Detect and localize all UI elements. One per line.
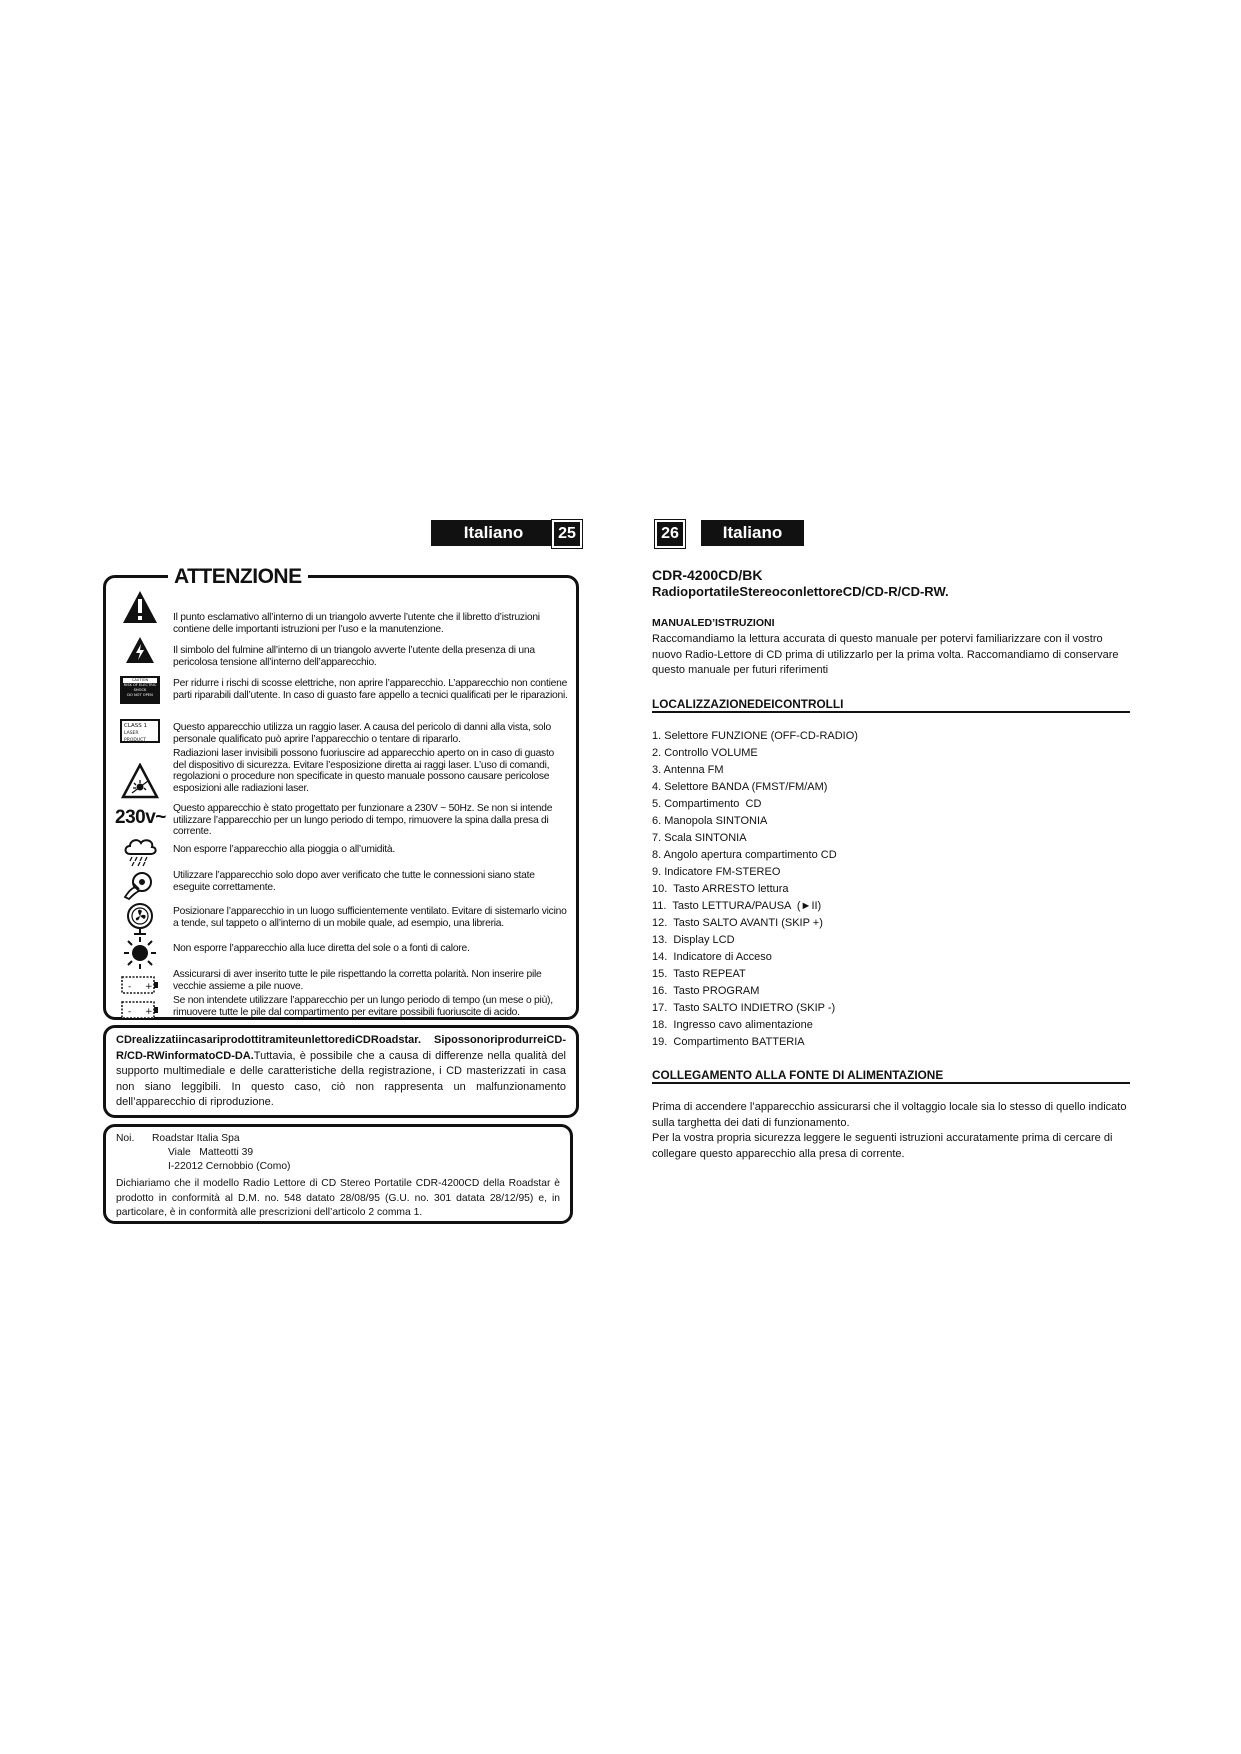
ventilation-fan-icon xyxy=(117,901,163,937)
warning-text: Radiazioni laser invisibili possono fuoriuscire ad apparecchio aperto on in caso di guasto del dispositivo di sicurezza. Evitare l’esposizione diretta ai raggi laser. L’uso di comandi, regolazioni o procedure non specificate in questo manuale possono causare pericolose esposizioni alle radiazioni laser. xyxy=(173,748,555,794)
plug-connection-icon xyxy=(117,865,163,901)
list-item: 18. Ingresso cavo alimentazione xyxy=(652,1019,813,1031)
list-item: 17. Tasto SALTO INDIETRO (SKIP -) xyxy=(652,1002,836,1014)
warning-item xyxy=(103,670,579,712)
list-item: 2. Controllo VOLUME xyxy=(652,747,758,759)
cd-info-bold: CDrealizzatiincasariprodottitramiteunlettorediCDRoadstar. SipossonoriprodurreiCD-R/CD-RWinformatoCD-DA. xyxy=(116,1034,566,1062)
warning-text: Il simbolo del fulmine all’interno di un triangolo avverte l’utente della presenza di una pericolosa tensione all’interno dell’apparecchio. xyxy=(173,645,535,668)
warning-text: Se non intendete utilizzare l’apparecchio per un lungo periodo di tempo (un mese o più), rimuovere tutte le pile dal compartimento per evitare possibili fuoriuscite di acido. xyxy=(173,995,553,1018)
list-item: 4. Selettore BANDA (FMST/FM/AM) xyxy=(652,781,828,793)
declaration-street: Viale Matteotti 39 xyxy=(168,1147,254,1158)
cd-info-box xyxy=(103,1025,579,1118)
manual-heading: MANUALED’ISTRUZIONI xyxy=(652,617,775,629)
list-item: 15. Tasto REPEAT xyxy=(652,968,746,980)
warning-item xyxy=(103,712,579,746)
declaration-label: Noi. xyxy=(116,1133,135,1144)
declaration-text: Dichiariamo che il modello Radio Lettore di CD Stereo Portatile CDR-4200CD della Roadstar è prodotto in conformità al D.M. no. 548 datato 28/08/95 (G.U. no. 301 datata 28/12/95) e, in particolare, è in conformità alle prescrizioni dell’articolo 2 comma 1. xyxy=(116,1178,560,1218)
warning-item xyxy=(103,835,579,865)
power-text-block xyxy=(652,1100,1130,1162)
list-item: 8. Angolo apertura compartimento CD xyxy=(652,849,837,861)
declaration-company: Roadstar Italia Spa xyxy=(152,1133,240,1144)
voltage-label-text: 230v~ xyxy=(115,807,166,828)
power-text-2: Per la vostra propria sicurezza leggere le seguenti istruzioni accuratamente prima di cercare di collegare questo apparecchio alla presa di corrente. xyxy=(652,1132,1113,1160)
warning-item xyxy=(103,865,579,901)
laser-label-line: LASER PRODUCT xyxy=(124,731,147,743)
list-item: 7. Scala SINTONIA xyxy=(652,832,747,844)
warning-title: ATTENZIONE xyxy=(168,565,308,589)
declaration-city: I-22012 Cernobbio (Como) xyxy=(168,1161,291,1172)
warning-text: Questo apparecchio utilizza un raggio laser. A causa del pericolo di danni alla vista, solo personale qualificato può aprire l’apparecchio o tentare di ripararlo. xyxy=(173,722,551,745)
class1-laser-label-icon xyxy=(117,719,163,743)
list-item: 19. Compartimento BATTERIA xyxy=(652,1036,805,1048)
left-header-language: Italiano xyxy=(431,520,556,546)
model-title: CDR-4200CD/BK xyxy=(652,567,763,583)
warning-text: Per ridurre i rischi di scosse elettriche, non aprire l’apparecchio. L’apparecchio non contiene parti riparabili dall’utente. In caso di guasto fare appello a tecnici qualificati per le riparazioni. xyxy=(173,678,568,701)
caution-label-line: DO NOT OPEN xyxy=(127,693,153,697)
svg-text:-: - xyxy=(128,982,132,992)
laser-warning-triangle-icon xyxy=(117,762,163,800)
right-header-page-number: 26 xyxy=(655,520,685,548)
warning-item xyxy=(103,590,579,635)
warning-text: Utilizzare l’apparecchio solo dopo aver verificato che tutte le connessioni siano state eseguite correttamente. xyxy=(173,870,535,893)
model-subtitle: RadioportatileStereoconlettoreCD/CD-R/CD-RW. xyxy=(652,584,949,599)
warning-item xyxy=(103,901,579,935)
warning-text: Il punto esclamativo all’interno di un triangolo avverte l’utente che il libretto d’istruzioni contiene delle importanti istruzioni per l’uso e la manutenzione. xyxy=(173,612,540,635)
warning-item xyxy=(103,799,579,837)
manual-text: Raccomandiamo la lettura accurata di questo manuale per potervi familiarizzare con il vostro nuovo Radio-Lettore di CD prima di utilizzarlo per la prima volta. Raccomandiamo di conservare questo manuale per futuri riferimenti xyxy=(652,633,1119,676)
power-heading-rule xyxy=(652,1082,1130,1084)
warning-item xyxy=(103,748,579,804)
list-item: 13. Display LCD xyxy=(652,934,735,946)
right-header-language: Italiano xyxy=(701,520,804,546)
list-item: 16. Tasto PROGRAM xyxy=(652,985,760,997)
list-item: 12. Tasto SALTO AVANTI (SKIP +) xyxy=(652,917,823,929)
caution-label-line: SHOCK xyxy=(133,688,147,692)
lightning-triangle-icon xyxy=(117,635,163,665)
left-header-page-number: 25 xyxy=(552,520,582,548)
list-item: 5. Compartimento CD xyxy=(652,798,762,810)
list-item: 1. Selettore FUNZIONE (OFF-CD-RADIO) xyxy=(652,730,858,742)
power-heading: COLLEGAMENTO ALLA FONTE DI ALIMENTAZIONE xyxy=(652,1068,944,1082)
battery-polarity-icon xyxy=(117,972,163,998)
list-item: 9. Indicatore FM-STEREO xyxy=(652,866,781,878)
declaration-address xyxy=(116,1132,560,1176)
svg-text:-: - xyxy=(128,1007,132,1017)
caution-label-line: CAUTION xyxy=(123,678,157,683)
cd-info-text xyxy=(116,1033,566,1111)
list-item: 11. Tasto LETTURA/PAUSA (►II) xyxy=(652,900,822,912)
controls-heading-rule xyxy=(652,711,1130,713)
rain-cloud-icon xyxy=(117,835,163,869)
controls-heading: LOCALIZZAZIONEDEICONTROLLI xyxy=(652,697,844,711)
list-item: 10. Tasto ARRESTO lettura xyxy=(652,883,789,895)
warning-text: Non esporre l’apparecchio alla pioggia o all’umidità. xyxy=(173,844,395,855)
warning-item xyxy=(103,630,579,668)
power-text-1: Prima di accendere l’apparecchio assicurarsi che il voltaggio locale sia lo stesso di quello indicato sulla targhetta dei dati di funzionamento. xyxy=(652,1101,1127,1129)
list-item: 6. Manopola SINTONIA xyxy=(652,815,768,827)
warning-text: Assicurarsi di aver inserito tutte le pile rispettando la corretta polarità. Non inserire pile vecchie assieme a pile nuove. xyxy=(173,969,542,992)
list-item: 3. Antenna FM xyxy=(652,764,724,776)
sun-icon xyxy=(117,935,163,971)
warning-item xyxy=(103,937,579,967)
caution-label-line: RISK OF ELECTRIC xyxy=(123,683,157,687)
voltage-label-icon xyxy=(115,805,171,831)
cd-info-body: Tuttavia, è possibile che a causa di differenze nella qualità del supporto multimediale e delle caratteristiche della registrazione, i CD masterizzati in casa non siano leggibili. In questo caso, ciò non rappresenta un malfunzionamento dell’apparecchio di riproduzione. xyxy=(116,1049,566,1109)
controls-list xyxy=(652,728,1052,1058)
warning-text: Posizionare l’apparecchio in un luogo sufficientemente ventilato. Evitare di sistemarlo vicino a tende, sul tappeto o all’interno di un mobile quale, ad esempio, una libreria. xyxy=(173,906,567,929)
battery-remove-icon xyxy=(117,997,163,1023)
list-item: 14. Indicatore di Acceso xyxy=(652,951,772,963)
svg-text:+: + xyxy=(145,982,153,992)
laser-label-line: CLASS 1 xyxy=(124,723,148,729)
declaration-box xyxy=(103,1124,573,1224)
exclamation-triangle-icon xyxy=(117,590,163,624)
caution-label-icon xyxy=(117,676,163,704)
warning-text: Non esporre l’apparecchio alla luce diretta del sole o a fonti di calore. xyxy=(173,943,470,954)
warning-text: Questo apparecchio è stato progettato per funzionare a 230V ~ 50Hz. Se non si intende utilizzare l’apparecchio per un lungo periodo di tempo, rimuovere la spina dalla presa di corrente. xyxy=(173,803,553,837)
svg-text:+: + xyxy=(145,1007,153,1017)
warning-items xyxy=(103,575,579,1020)
